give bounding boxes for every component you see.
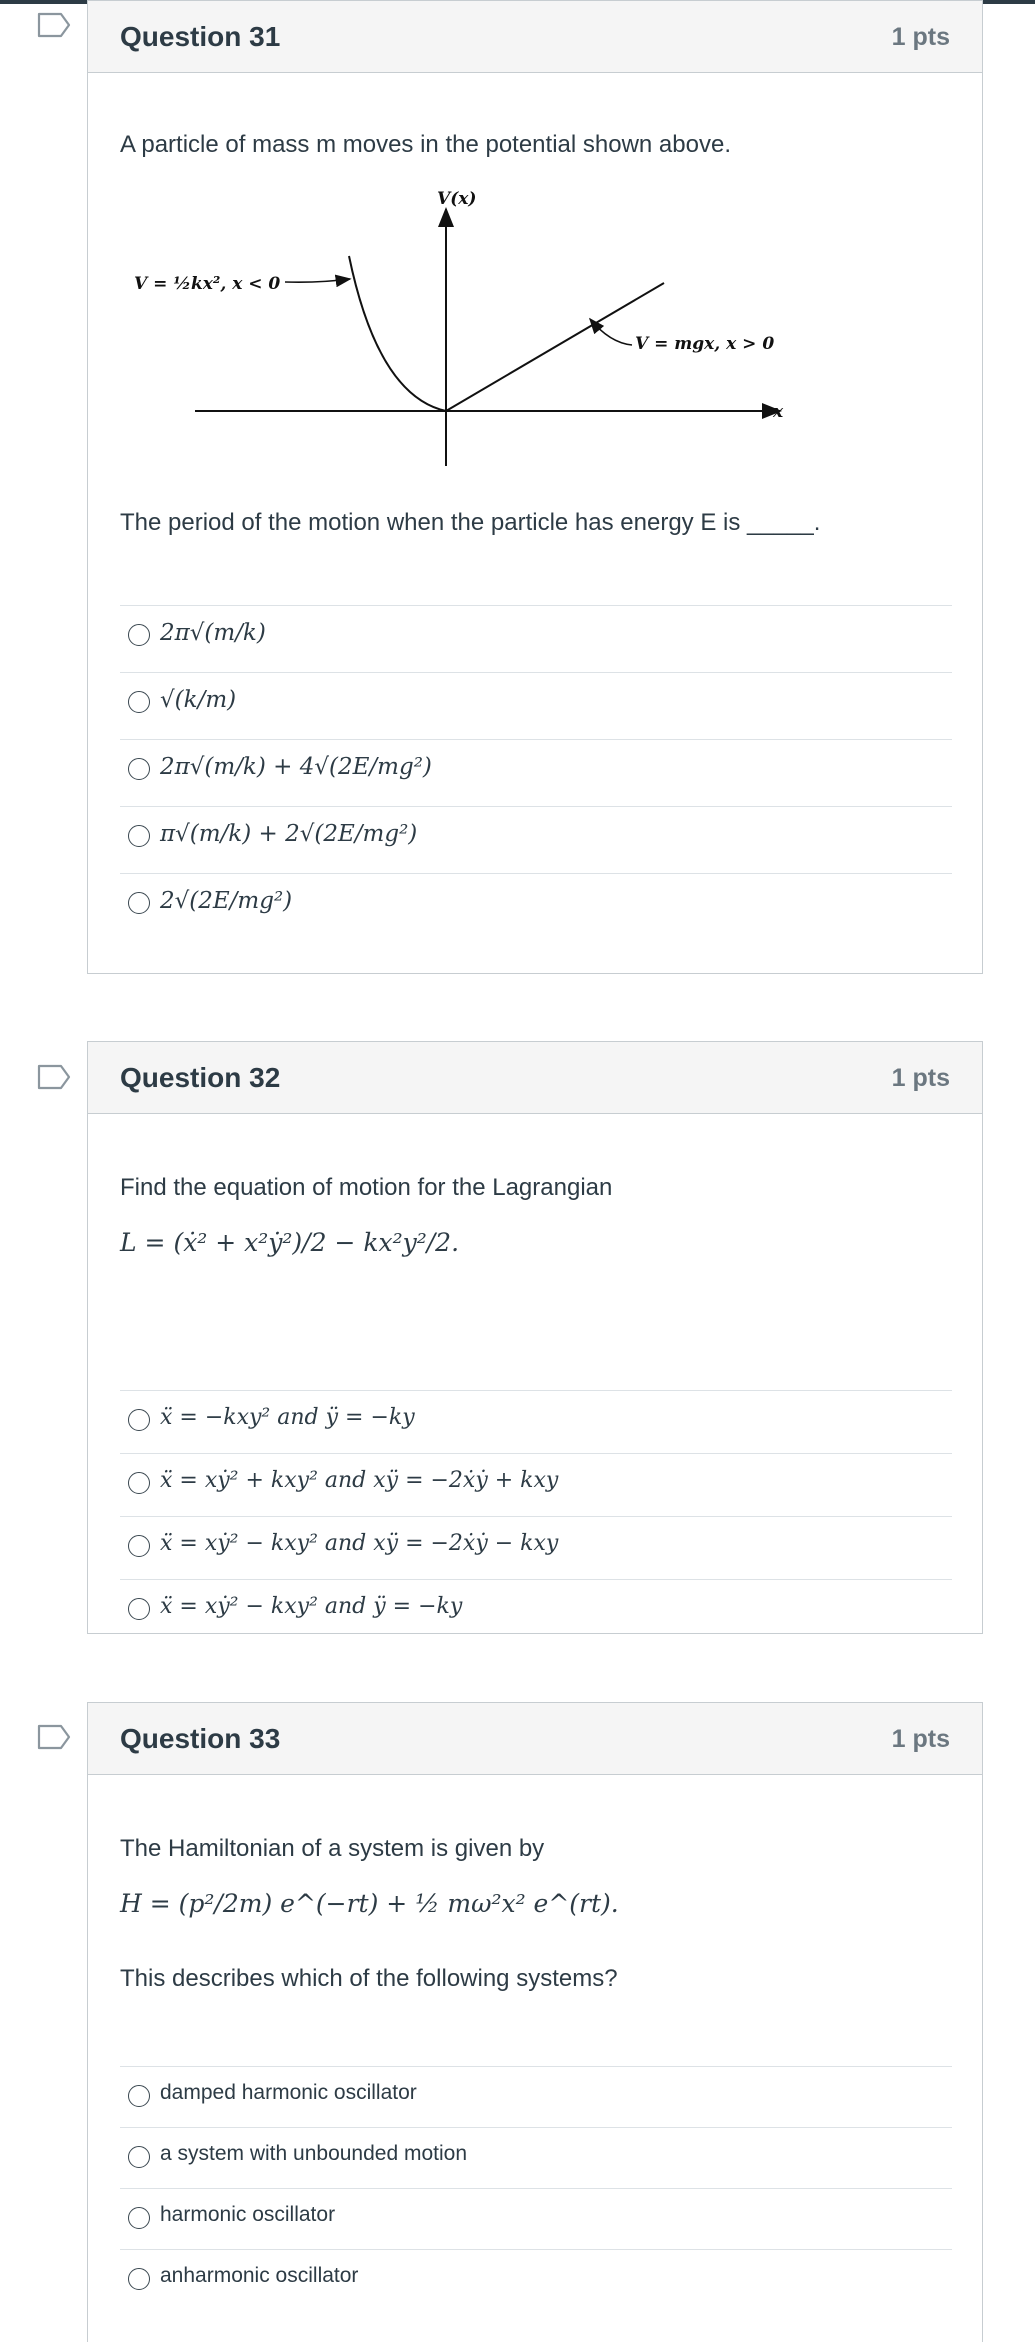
answer-label: ẍ = xẏ² − kxy² and xÿ = −2ẋẏ − kxy	[160, 1531, 559, 1556]
answer-label: a system with unbounded motion	[160, 2142, 468, 2165]
answer-option[interactable]	[120, 1453, 952, 1516]
answer-label: π√(m/k) + 2√(2E/mg²)	[160, 821, 418, 847]
answer-label: harmonic oscillator	[160, 2203, 336, 2226]
question-33-question-text: This describes which of the following systems?	[120, 1965, 618, 1992]
y-axis-label: V(x)	[437, 191, 477, 209]
answer-option[interactable]	[120, 739, 952, 806]
question-32-points: 1 pts	[891, 1064, 950, 1092]
question-33-prompt: The Hamiltonian of a system is given by	[120, 1835, 545, 1862]
x-axis-label-text: x	[773, 402, 784, 422]
question-31-card	[87, 0, 983, 974]
potential-figure	[120, 191, 820, 491]
flag-question-31-icon[interactable]	[37, 12, 71, 38]
radio-button[interactable]	[128, 2207, 150, 2229]
linear-curve	[446, 283, 664, 411]
left-region-label: V = ½kx², x < 0	[134, 274, 281, 294]
question-32-answers	[120, 1390, 952, 1642]
question-32-prompt: Find the equation of motion for the Lagrangian	[120, 1174, 613, 1201]
question-33-equation: H = (p²/2m) e^(−rt) + ½ mω²x² e^(rt).	[120, 1889, 619, 1918]
answer-option[interactable]	[120, 672, 952, 739]
radio-button[interactable]	[128, 2085, 150, 2107]
answer-label: 2√(2E/mg²)	[160, 888, 293, 914]
answer-option[interactable]	[120, 2066, 952, 2127]
question-33-card	[87, 1702, 983, 2342]
answer-label: ẍ = xẏ² − kxy² and ÿ = −ky	[160, 1594, 463, 1619]
question-31-prompt	[120, 131, 731, 159]
question-32-header	[88, 1042, 982, 1114]
question-31-question-text: The period of the motion when the particle has energy E is _____.	[120, 509, 821, 536]
question-32-card	[87, 1041, 983, 1634]
answer-label: anharmonic oscillator	[160, 2264, 359, 2287]
question-33-points: 1 pts	[891, 1725, 950, 1753]
answer-option[interactable]	[120, 1579, 952, 1642]
answer-option[interactable]	[120, 806, 952, 873]
question-31-answers	[120, 605, 952, 940]
answer-label: 2π√(m/k) + 4√(2E/mg²)	[160, 754, 432, 780]
answer-option[interactable]	[120, 2127, 952, 2188]
radio-button[interactable]	[128, 892, 150, 914]
question-33-title: Question 33	[120, 1723, 281, 1754]
answer-label: √(k/m)	[160, 687, 237, 713]
question-31-header	[88, 1, 982, 73]
radio-button[interactable]	[128, 2268, 150, 2290]
answer-option[interactable]	[120, 2249, 952, 2310]
question-33-answers	[120, 2066, 952, 2310]
radio-button[interactable]	[128, 1535, 150, 1557]
answer-label: ẍ = xẏ² + kxy² and xÿ = −2ẋẏ + kxy	[160, 1468, 559, 1493]
right-region-label: V = mgx, x > 0	[635, 334, 775, 354]
answer-option[interactable]	[120, 605, 952, 672]
answer-label: ẍ = −kxy² and ÿ = −ky	[160, 1405, 415, 1430]
radio-button[interactable]	[128, 1409, 150, 1431]
question-33-header	[88, 1703, 982, 1775]
answer-option[interactable]	[120, 2188, 952, 2249]
radio-button[interactable]	[128, 825, 150, 847]
radio-button[interactable]	[128, 758, 150, 780]
left-label-pointer	[285, 279, 350, 282]
answer-option[interactable]	[120, 873, 952, 940]
answer-option[interactable]	[120, 1390, 952, 1453]
radio-button[interactable]	[128, 624, 150, 646]
radio-button[interactable]	[128, 2146, 150, 2168]
question-31-title: Question 31	[120, 21, 281, 52]
answer-label: damped harmonic oscillator	[160, 2081, 417, 2104]
question-32-equation: L = (ẋ² + x²ẏ²)/2 − kx²y²/2.	[120, 1228, 460, 1257]
radio-button[interactable]	[128, 1472, 150, 1494]
question-32-title: Question 32	[120, 1062, 281, 1093]
radio-button[interactable]	[128, 1598, 150, 1620]
flag-question-33-icon[interactable]	[37, 1724, 71, 1750]
radio-button[interactable]	[128, 691, 150, 713]
question-31-prompt-text: A particle of mass m moves in the potential shown above.	[120, 131, 731, 158]
answer-label: 2π√(m/k)	[160, 620, 266, 646]
flag-question-32-icon[interactable]	[37, 1064, 71, 1090]
answer-option[interactable]	[120, 1516, 952, 1579]
question-31-points: 1 pts	[891, 23, 950, 51]
parabola-curve	[349, 256, 446, 411]
